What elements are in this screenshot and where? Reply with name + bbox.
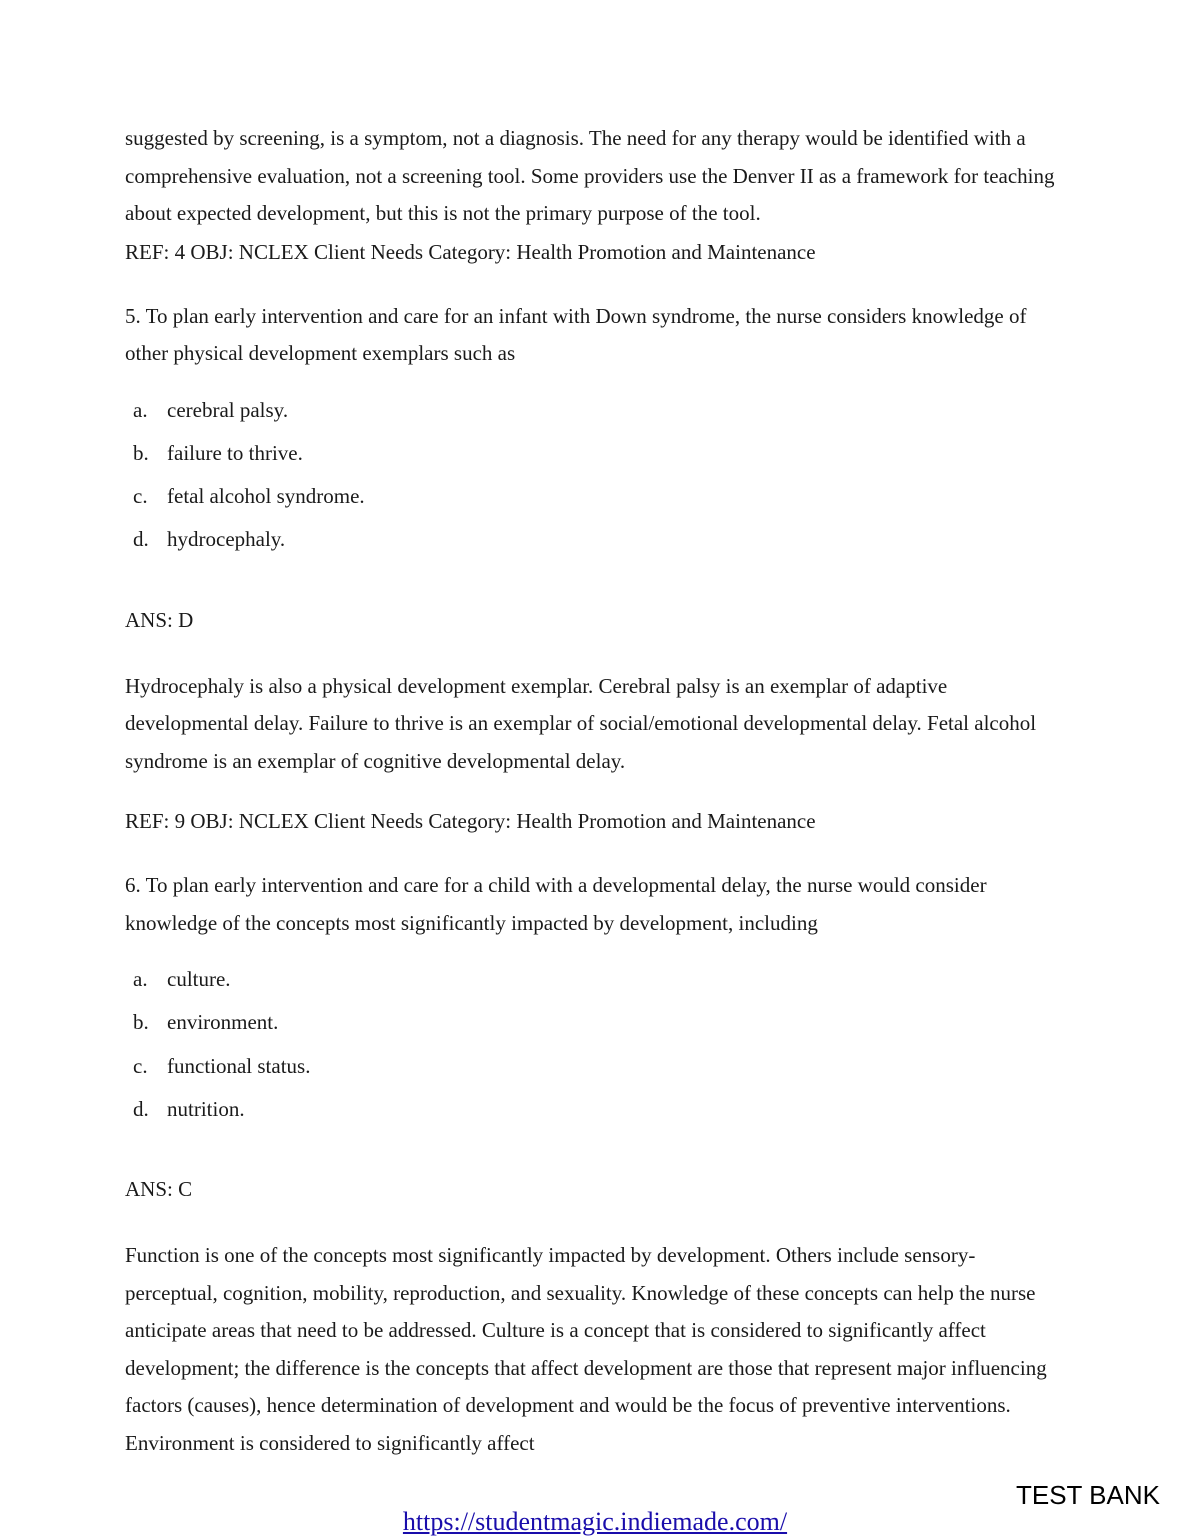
q6-option-c [125, 1045, 1065, 1088]
option-text: fetal alcohol syndrome. [167, 484, 365, 509]
option-letter: d. [133, 1097, 149, 1122]
option-letter: c. [133, 484, 148, 509]
q5-option-c [125, 475, 1065, 518]
q5-ref: REF: 9 OBJ: NCLEX Client Needs Category: Health Promotion and Maintenance [125, 809, 816, 834]
option-text: functional status. [167, 1053, 311, 1078]
q6-options [125, 958, 1065, 1131]
option-text: cerebral palsy. [167, 397, 289, 422]
footer-link[interactable]: https://studentmagic.indiemade.com/ [402, 1507, 788, 1536]
q6-answer: ANS: C [125, 1177, 193, 1202]
q6-option-b [125, 1001, 1065, 1044]
q5-option-b [125, 432, 1065, 475]
option-letter: a. [133, 967, 148, 992]
option-text: environment. [167, 1010, 279, 1035]
q5-options [125, 389, 1065, 562]
q5-rationale: Hydrocephaly is also a physical development exemplar. Cerebral palsy is an exemplar of adaptive developmental delay. Failure to thrive is an exemplar of social/emotional developmental delay. Fetal alcohol syndrome is an exemplar of cognitive developmental delay. [125, 673, 1037, 773]
option-letter: d. [133, 527, 149, 552]
document-page [125, 120, 1065, 1462]
test-bank-label: TEST BANK [1015, 1480, 1160, 1510]
continuation-ref: REF: 4 OBJ: NCLEX Client Needs Category: Health Promotion and Maintenance [125, 239, 816, 264]
q5-option-a [125, 389, 1065, 432]
q5-answer: ANS: D [125, 607, 194, 632]
option-text: hydrocephaly. [167, 527, 286, 552]
option-letter: a. [133, 397, 148, 422]
q6-stem: 6. To plan early intervention and care for a child with a developmental delay, the nurse would consider knowledge of the concepts most significantly impacted by development, including [125, 873, 987, 935]
q5-option-d [125, 518, 1065, 561]
q6-option-a [125, 958, 1065, 1001]
continuation-rationale: suggested by screening, is a symptom, not a diagnosis. The need for any therapy would be identified with a comprehensive evaluation, not a screening tool. Some providers use the Denver II as a framework for teaching about expected development, but this is not the primary purpose of the tool. [125, 126, 1055, 225]
q5-stem: 5. To plan early intervention and care for an infant with Down syndrome, the nurse considers knowledge of other physical development exemplars such as [125, 303, 1027, 365]
option-letter: b. [133, 1010, 149, 1035]
option-text: nutrition. [167, 1097, 245, 1122]
option-letter: c. [133, 1053, 148, 1078]
q6-rationale: Function is one of the concepts most significantly impacted by development. Others include sensory-perceptual, cognition, mobility, reproduction, and sexuality. Knowledge of these concepts can help the nurse anticipate areas that need to be addressed. Culture is a concept that is considered to significantly affect development; the difference is the concepts that affect development are those that represent major influencing factors (causes), hence determination of development and would be the focus of preventive interventions. Environment is considered to significantly affect [125, 1243, 1047, 1455]
option-letter: b. [133, 440, 149, 465]
option-text: failure to thrive. [167, 440, 303, 465]
q6-option-d [125, 1088, 1065, 1131]
option-text: culture. [167, 967, 231, 992]
